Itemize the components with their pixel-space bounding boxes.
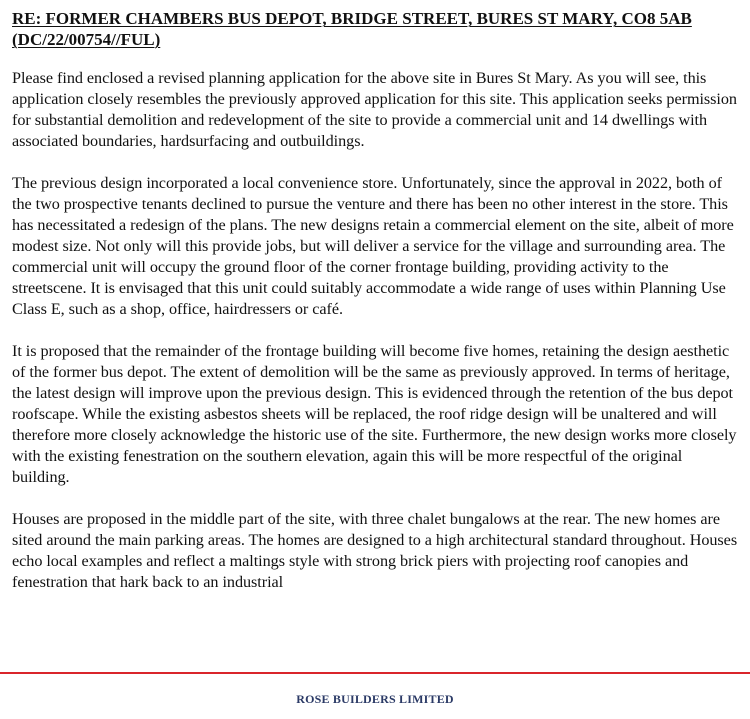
footer-company-name: ROSE BUILDERS LIMITED (296, 692, 454, 706)
letter-heading: RE: FORMER CHAMBERS BUS DEPOT, BRIDGE STREET, BURES ST MARY, CO8 5AB (DC/22/00754//FUL) (12, 9, 692, 49)
paragraph-frontage-building: It is proposed that the remainder of the frontage building will become five homes, retaining the design aesthetic of the former bus depot. The extent of demolition will be the same as previously approved. In terms of heritage, the latest design will improve upon the previous design. This is evidenced through the retention of the bus depot roofscape. While the existing asbestos sheets will be replaced, the roof ridge design will be unaltered and will therefore more closely acknowledge the historic use of the site. Furthermore, the new design works more closely with the existing fenestration on the southern elevation, again this will be more respectful of the original building. (12, 342, 737, 486)
footer-divider (0, 672, 750, 674)
paragraph-intro: Please find enclosed a revised planning application for the above site in Bures St Mary. As you will see, this application closely resembles the previously approved application for this site. This application seeks permission for substantial demolition and redevelopment of the site to provide a commercial unit and 14 dwellings with associated boundaries, hardsurfacing and outbuildings. (12, 69, 737, 150)
letter-body (12, 8, 742, 593)
paragraph-houses: Houses are proposed in the middle part of the site, with three chalet bungalows at the rear. The new homes are sited around the main parking areas. The homes are designed to a high architectural standard throughout. Houses echo local examples and reflect a maltings style with strong brick piers with projecting roof canopies and fenestration that hark back to an industrial (12, 510, 738, 591)
paragraph-convenience-store: The previous design incorporated a local convenience store. Unfortunately, since the approval in 2022, both of the two prospective tenants declined to pursue the venture and there has been no other interest in the store. This has necessitated a redesign of the plans. The new designs retain a commercial element on the site, albeit of more modest size. Not only will this provide jobs, but will deliver a service for the village and surrounding area. The commercial unit will occupy the ground floor of the corner frontage building, providing activity to the streetscene. It is envisaged that this unit could suitably accommodate a wide range of uses within Planning Use Class E, such as a shop, office, hairdressers or café. (12, 174, 734, 318)
